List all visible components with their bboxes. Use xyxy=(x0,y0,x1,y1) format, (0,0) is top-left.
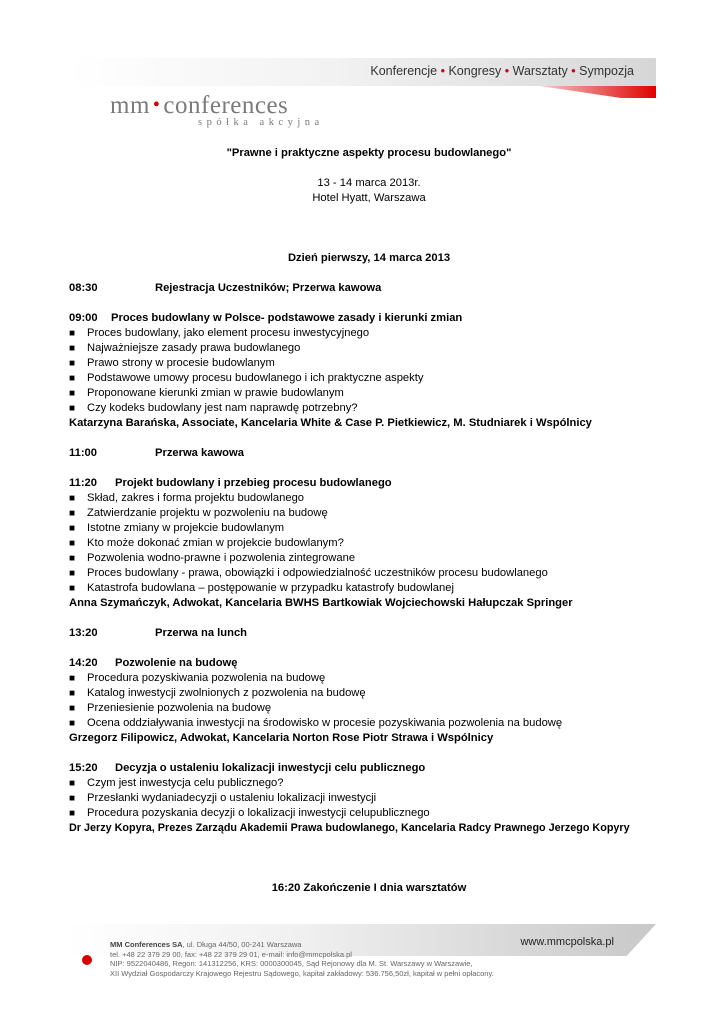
bullet-icon: ■ xyxy=(69,358,76,369)
list-item: ■ Przeniesienie pozwolenia na budowę xyxy=(69,702,272,714)
session-1100 xyxy=(69,446,669,461)
list-item: ■ Najważniejsze zasady prawa budowlanego xyxy=(69,342,301,354)
footer-address: , ul. Długa 44/50, 00-241 Warszawa xyxy=(182,940,302,949)
session-title: Rejestracja Uczestników; Przerwa kawowa xyxy=(155,282,382,294)
list-item: ■ Proces budowlany, jako element procesu inwestycyjnego xyxy=(69,327,370,339)
session-title: Decyzja o ustaleniu lokalizacji inwestycji celu publicznego xyxy=(115,762,426,774)
list-item: ■ Ocena oddziaływania inwestycji na środowisko w procesie pozyskiwania pozwolenia na budowę xyxy=(69,717,563,729)
bullet-icon: ■ xyxy=(69,493,76,504)
list-item: ■ Przesłanki wydaniadecyzji o ustaleniu lokalizacji inwestycji xyxy=(69,792,377,804)
tag-kongresy: Kongresy xyxy=(448,64,502,78)
bullet-icon: ■ xyxy=(69,568,76,579)
list-item: ■ Proponowane kierunki zmian w prawie budowlanym xyxy=(69,387,344,399)
bullet-icon: ■ xyxy=(69,583,76,594)
footer-company-name: MM Conferences SA xyxy=(110,940,183,949)
bullet-icon: ■ xyxy=(69,328,76,339)
session-1120 xyxy=(69,476,669,491)
session-0900 xyxy=(69,311,669,326)
day-heading: Dzień pierwszy, 14 marca 2013 xyxy=(287,252,451,264)
bullet-icon: ■ xyxy=(69,373,76,384)
session-1520 xyxy=(69,761,669,776)
bullet-icon: ■ xyxy=(69,343,76,354)
list-item: ■ Czym jest inwestycja celu publicznego? xyxy=(69,777,284,789)
bullet-icon: ■ xyxy=(69,388,76,399)
agenda-document xyxy=(69,146,669,896)
list-item: ■ Katalog inwestycji zwolnionych z pozwolenia na budowę xyxy=(69,687,366,699)
event-dates: 13 - 14 marca 2013r. xyxy=(317,177,421,189)
footer-contact: tel. +48 22 379 29 00, fax: +48 22 379 29 01, e-mail: info@mmcpolska.pl xyxy=(110,949,352,959)
speaker: Anna Szymańczyk, Adwokat, Kancelaria BWHS Bartkowiak Wojciechowski Hałupczak Springer xyxy=(69,597,573,609)
list-item: ■ Proces budowlany - prawa, obowiązki i odpowiedzialność uczestników procesu budowlanego xyxy=(69,567,548,579)
tag-sympozja: Sympozja xyxy=(579,64,634,78)
session-1420 xyxy=(69,656,669,671)
bullet-icon: ■ xyxy=(69,703,76,714)
speaker: Dr Jerzy Kopyra, Prezes Zarządu Akademii Prawa budowlanego, Kancelaria Radcy Prawnego Jerzego Kopyry xyxy=(69,822,630,834)
event-venue: Hotel Hyatt, Warszawa xyxy=(312,192,426,204)
session-title: Proces budowlany w Polsce- podstawowe zasady i kierunki zmian xyxy=(111,312,463,324)
tag-separator: • xyxy=(440,64,445,78)
list-item: ■ Podstawowe umowy procesu budowlanego i ich praktyczne aspekty xyxy=(69,372,424,384)
session-title: Projekt budowlany i przebieg procesu budowlanego xyxy=(115,477,392,489)
bullet-icon: ■ xyxy=(69,403,76,414)
session-time: 15:20 xyxy=(69,762,98,774)
speaker: Katarzyna Barańska, Associate, Kancelaria White & Case P. Pietkiewicz, M. Studniarek i Wspólnicy xyxy=(69,417,592,429)
list-item: ■ Procedura pozyskania decyzji o lokalizacji inwestycji celupublicznego xyxy=(69,807,430,819)
footer-capital: XII Wydział Gospodarczy Krajowego Rejestru Sądowego, kapitał zakładowy: 536.756,50zł, kapitał w pełni opłacony. xyxy=(110,968,494,978)
footer-dot-icon xyxy=(82,955,92,965)
session-time: 08:30 xyxy=(69,282,98,294)
session-0830 xyxy=(69,281,669,296)
bullet-icon: ■ xyxy=(69,793,76,804)
session-time: 11:20 xyxy=(69,477,97,489)
session-time: 11:00 xyxy=(69,447,97,459)
tag-warsztaty: Warsztaty xyxy=(512,64,568,78)
bullet-icon: ■ xyxy=(69,508,76,519)
bullet-icon: ■ xyxy=(69,688,76,699)
list-item: ■ Kto może dokonać zmian w projekcie budowlanym? xyxy=(69,537,344,549)
speaker: Grzegorz Filipowicz, Adwokat, Kancelaria Norton Rose Piotr Strawa i Wspólnicy xyxy=(69,732,494,744)
logo-subtitle: spółka akcyjna xyxy=(198,117,324,128)
logo-name-right: conferences xyxy=(163,92,289,119)
logo-name-left: mm xyxy=(110,92,150,119)
logo-dot-icon: • xyxy=(152,94,161,116)
session-title: Pozwolenie na budowę xyxy=(115,657,238,669)
session-time: 13:20 xyxy=(69,627,98,639)
bullet-icon: ■ xyxy=(69,808,76,819)
bullet-icon: ■ xyxy=(69,718,76,729)
bullet-icon: ■ xyxy=(69,778,76,789)
footer-registration: NIP: 9522040486, Regon: 141312256, KRS: 0000300045, Sąd Rejonowy dla M. St. Warszawy w Warszawie, xyxy=(110,959,473,968)
list-item: ■ Skład, zakres i forma projektu budowlanego xyxy=(69,492,305,504)
list-item: ■ Prawo strony w procesie budowlanym xyxy=(69,357,275,369)
bullet-icon: ■ xyxy=(69,538,76,549)
session-title: Przerwa na lunch xyxy=(155,627,248,639)
session-title: Przerwa kawowa xyxy=(155,447,244,459)
list-item: ■ Czy kodeks budowlany jest nam naprawdę potrzebny? xyxy=(69,402,358,414)
tag-konferencje: Konferencje xyxy=(370,64,438,78)
session-1320 xyxy=(69,626,669,641)
tag-separator: • xyxy=(571,64,576,78)
event-title: "Prawne i praktyczne aspekty procesu budowlanego" xyxy=(226,147,512,159)
bullet-icon: ■ xyxy=(69,523,76,534)
header-red-accent xyxy=(540,86,656,98)
bullet-icon: ■ xyxy=(69,673,76,684)
footer-website: www.mmcpolska.pl xyxy=(520,936,614,948)
session-time: 14:20 xyxy=(69,657,98,669)
header-tagline xyxy=(370,64,634,78)
tag-separator: • xyxy=(504,64,510,78)
list-item: ■ Zatwierdzanie projektu w pozwoleniu na budowę xyxy=(69,507,328,519)
list-item: ■ Katastrofa budowlana – postępowanie w przypadku katastrofy budowlanej xyxy=(69,582,454,594)
footer-company-info xyxy=(110,940,494,978)
session-time: 09:00 xyxy=(69,312,98,324)
closing-note: 16:20 Zakończenie I dnia warsztatów xyxy=(271,882,467,894)
list-item: ■ Istotne zmiany w projekcie budowlanym xyxy=(69,522,285,534)
list-item: ■ Pozwolenia wodno-prawne i pozwolenia zintegrowane xyxy=(69,552,356,564)
bullet-icon: ■ xyxy=(69,553,76,564)
company-logo xyxy=(110,92,324,128)
list-item: ■ Procedura pozyskiwania pozwolenia na budowę xyxy=(69,672,326,684)
